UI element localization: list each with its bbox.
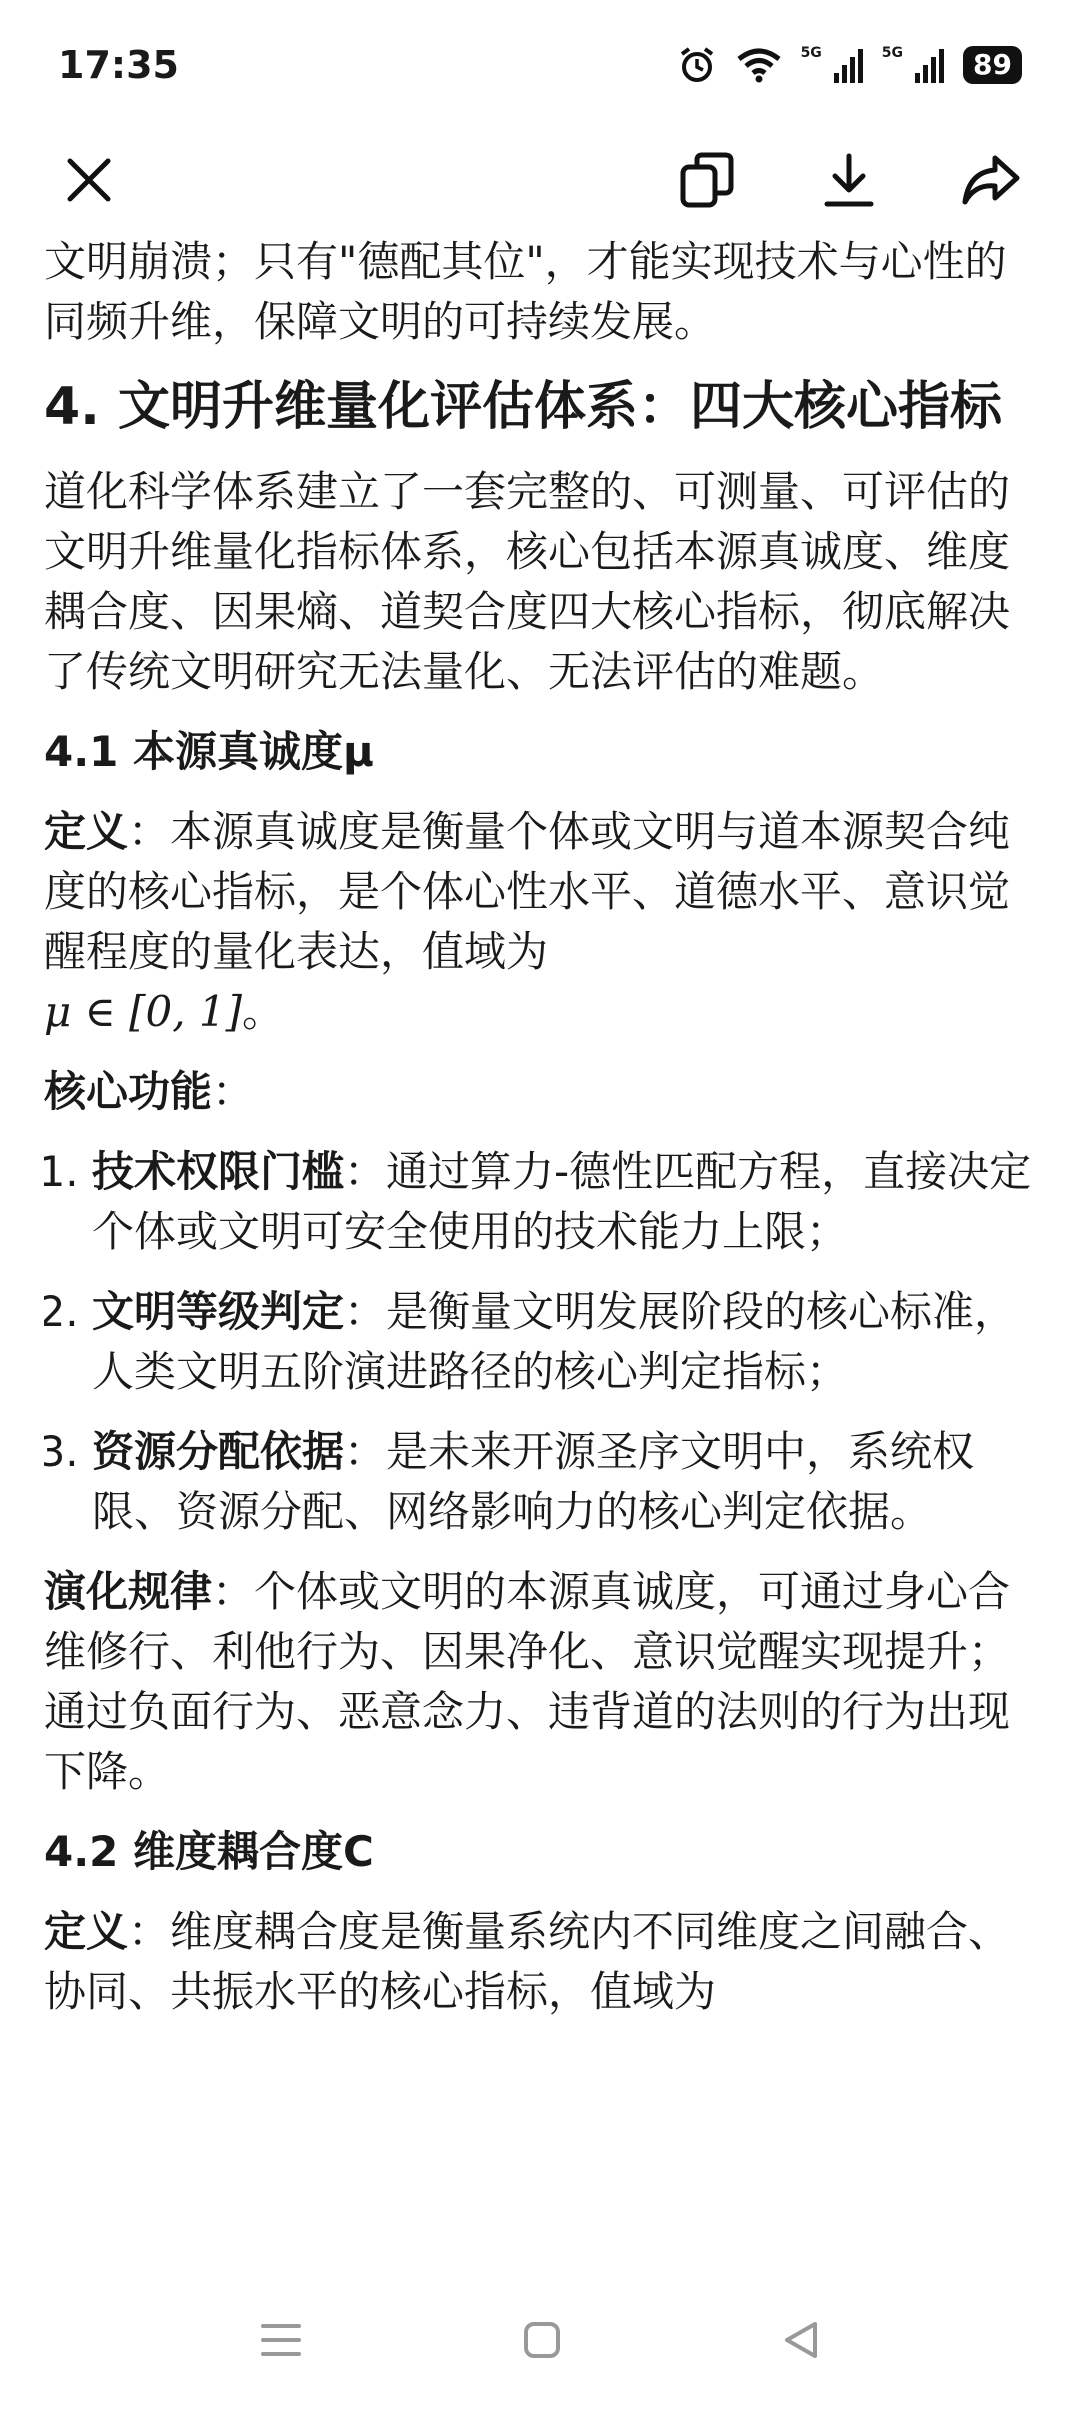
toolbar-actions: [668, 141, 1030, 219]
evolution-paragraph: [44, 1562, 1036, 1802]
list-item: [92, 1282, 1036, 1402]
paragraph-intro: 文明崩溃；只有"德配其位"，才能实现技术与心性的同频升维，保障文明的可持续发展。: [44, 237, 1007, 346]
back-icon[interactable]: [781, 2320, 821, 2364]
definition-math: μ ∈ [0, 1]: [44, 987, 243, 1036]
close-icon[interactable]: [50, 141, 128, 219]
copy-icon[interactable]: [668, 141, 746, 219]
heading-section-4: 4. 文明升维量化评估体系：四大核心指标: [44, 377, 1003, 437]
paragraph-section-4: 道化科学体系建立了一套完整的、可测量、可评估的文明升维量化指标体系，核心包括本源真诚度、维度耦合度、因果熵、道契合度四大核心指标，彻底解决了传统文明研究无法量化、无法评估的难题。: [44, 467, 1011, 696]
definition-text: ：维度耦合度是衡量系统内不同维度之间融合、协同、共振水平的核心指标，值域为: [44, 1907, 1011, 2016]
list-item-text: ：是衡量文明发展阶段的核心标准，人类文明五阶演进路径的核心判定指标；: [92, 1287, 1017, 1396]
status-time: 17:35: [58, 43, 179, 87]
download-icon[interactable]: [810, 141, 888, 219]
core-function-heading: [44, 1062, 1036, 1122]
core-function-label: 核心功能: [44, 1067, 213, 1116]
list-item-label: 资源分配依据: [92, 1427, 345, 1476]
heading-4-1: 4.1 本源真诚度μ: [44, 727, 374, 776]
list-item-text: ：是未来开源圣序文明中，系统权限、资源分配、网络影响力的核心判定依据。: [92, 1427, 975, 1536]
list-item-label: 技术权限门槛: [92, 1147, 345, 1196]
alarm-icon: [677, 45, 717, 85]
definition-end: 。: [242, 987, 285, 1036]
status-bar: [0, 0, 1080, 130]
core-function-colon: ：: [212, 1067, 255, 1116]
definition-label: 定义: [44, 1907, 129, 1956]
evolution-text: ：个体或文明的本源真诚度，可通过身心合维修行、利他行为、因果净化、意识觉醒实现提升；通过负面行为、恶意念力、违背道的法则的行为出现下降。: [44, 1567, 1011, 1796]
definition-paragraph: [44, 802, 1036, 1042]
definition-text: ：本源真诚度是衡量个体或文明与道本源契合纯度的核心指标，是个体心性水平、道德水平、意识觉醒程度的量化表达，值域为: [44, 807, 1011, 976]
list-item: [92, 1422, 1036, 1542]
toolbar: [0, 130, 1080, 230]
list-item: [92, 1142, 1036, 1262]
list-item-label: 文明等级判定: [92, 1287, 345, 1336]
heading-4-2: 4.2 维度耦合度C: [44, 1827, 374, 1876]
evolution-label: 演化规律: [44, 1567, 213, 1616]
signal-icon: [834, 47, 864, 83]
wifi-icon: [735, 47, 783, 83]
article-content: [44, 232, 1036, 2232]
system-nav-bar: [0, 2272, 1080, 2412]
battery-indicator: 89: [963, 46, 1022, 84]
core-function-list: [44, 1142, 1036, 1542]
status-icons: [677, 45, 1022, 85]
list-item-text: ：通过算力-德性匹配方程，直接决定个体或文明可安全使用的技术能力上限；: [92, 1147, 1032, 1256]
signal-icon: [915, 47, 945, 83]
home-icon[interactable]: [522, 2320, 562, 2364]
network-type-1: 5G: [800, 45, 822, 61]
menu-icon[interactable]: [259, 2320, 303, 2364]
definition-label: 定义: [44, 807, 129, 856]
network-type-2: 5G: [881, 45, 904, 61]
share-icon[interactable]: [952, 141, 1030, 219]
definition-paragraph-2: [44, 1902, 1036, 2022]
